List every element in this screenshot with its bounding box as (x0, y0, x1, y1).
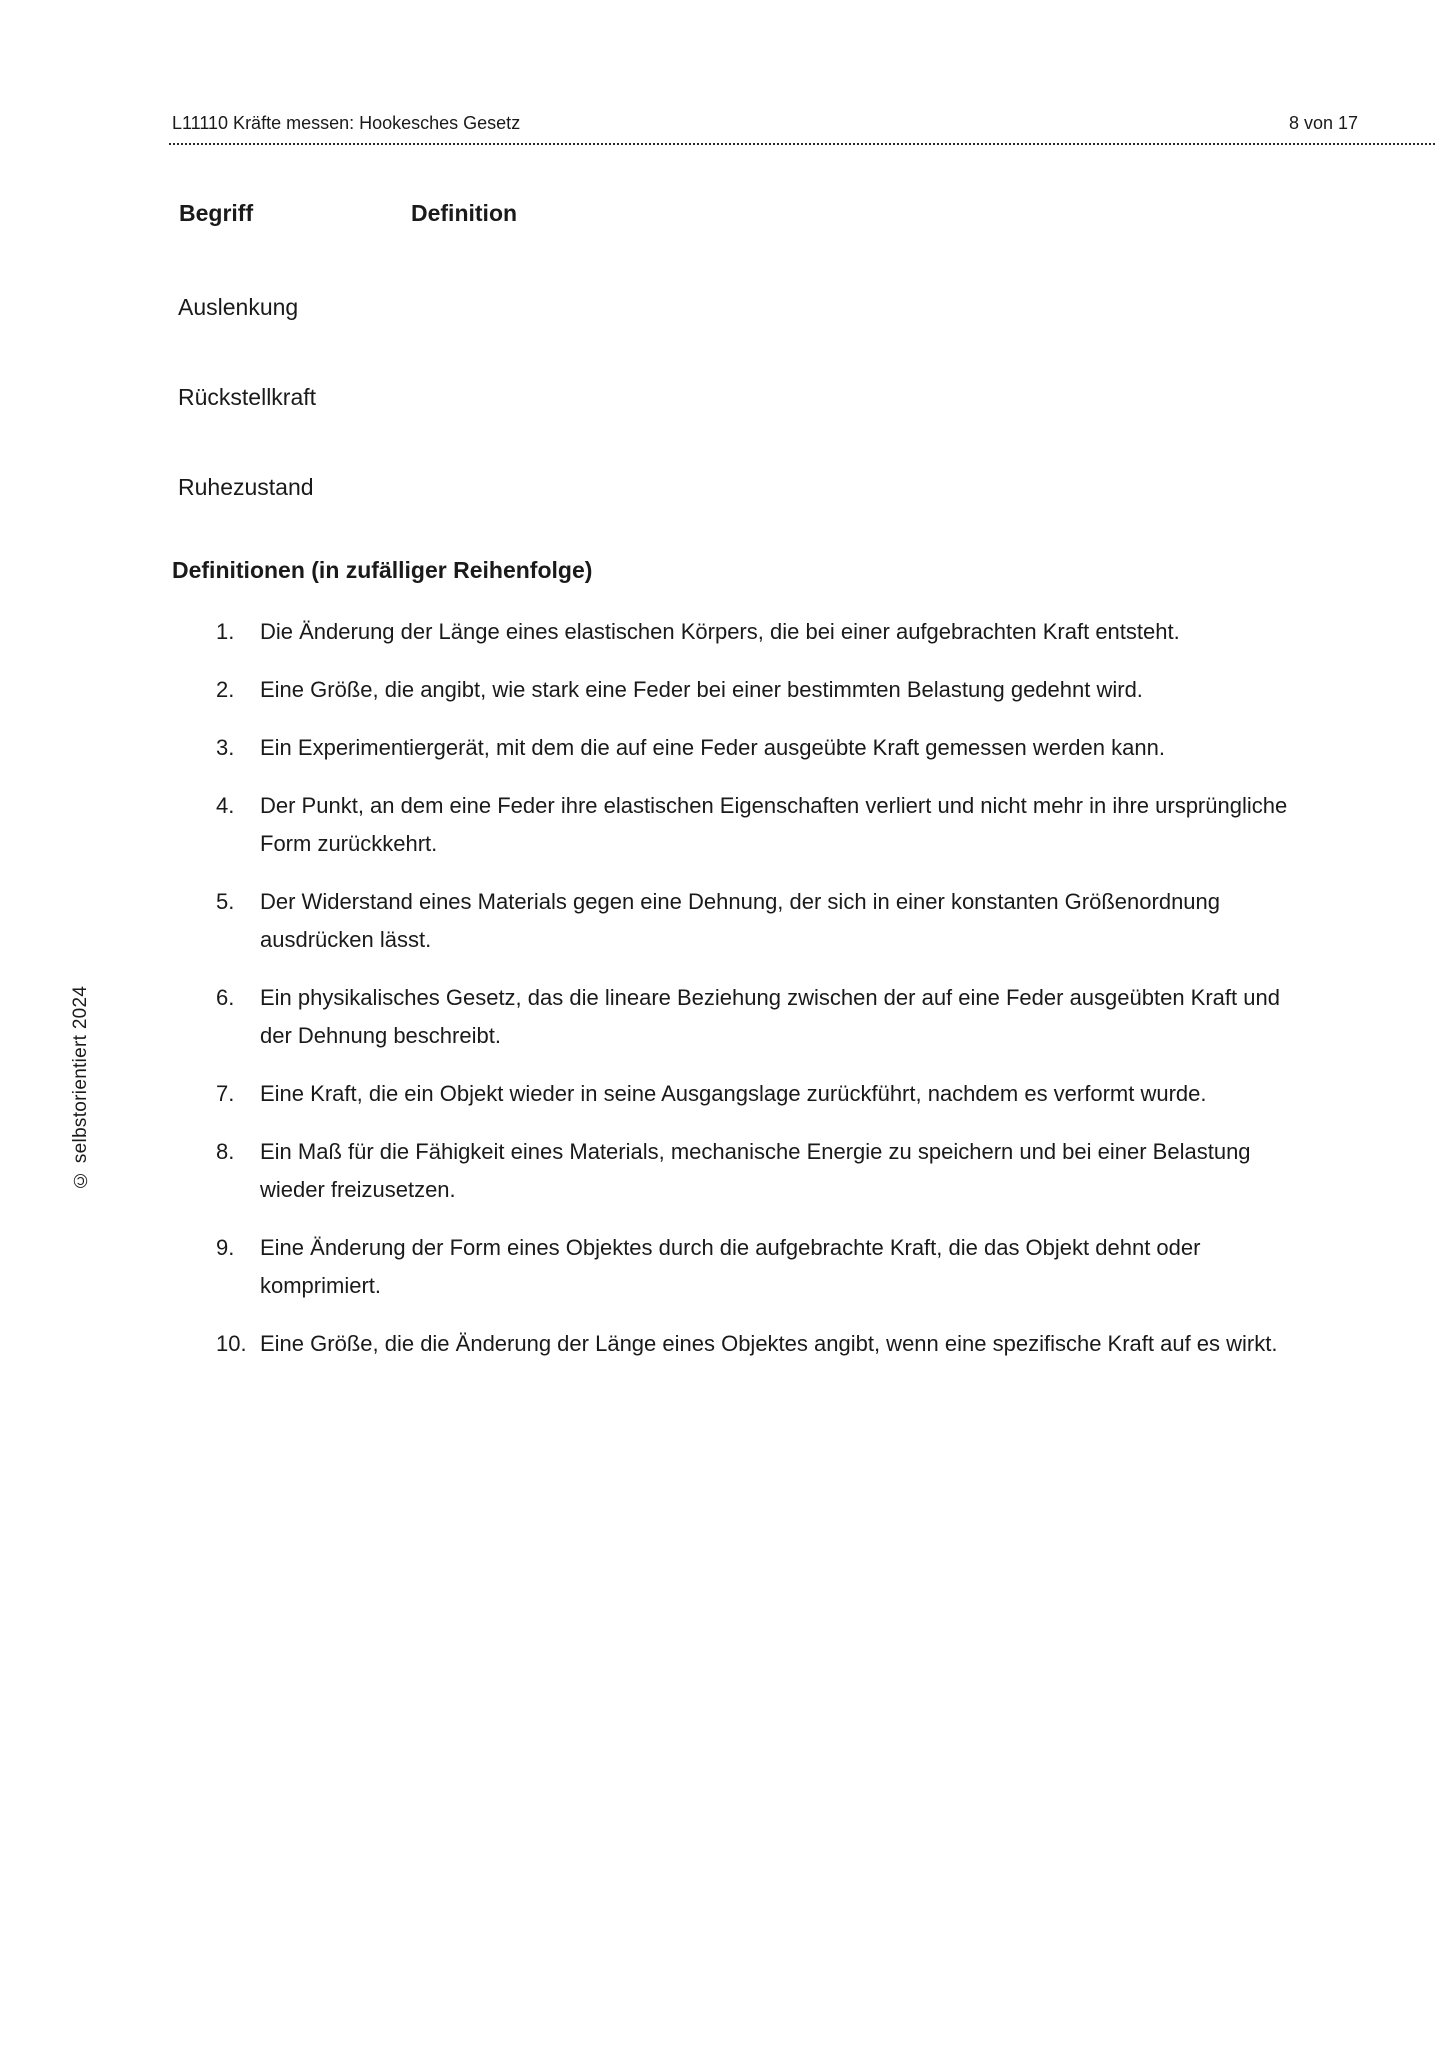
page-header (172, 112, 1358, 134)
definition-column-header: Definition (411, 200, 518, 226)
list-item-number: 6. (216, 985, 235, 1010)
list-item (172, 1229, 1307, 1305)
header-divider (169, 143, 1435, 145)
list-item-text: Eine Größe, die angibt, wie stark eine Feder bei einer bestimmten Belastung gedehnt wird. (260, 677, 1143, 702)
list-item-text: Eine Änderung der Form eines Objektes durch die aufgebrachte Kraft, die das Objekt dehnt oder komprimiert. (260, 1235, 1201, 1298)
glossary-term-auslenkung: Auslenkung (178, 294, 299, 320)
list-item (172, 979, 1307, 1055)
list-item (172, 729, 1307, 767)
list-item (172, 1325, 1307, 1363)
list-item-text: Ein Experimentiergerät, mit dem die auf eine Feder ausgeübte Kraft gemessen werden kann. (260, 735, 1165, 760)
header-title: L11110 Kräfte messen: Hookesches Gesetz (172, 113, 521, 133)
list-item-text: Der Punkt, an dem eine Feder ihre elastischen Eigenschaften verliert und nicht mehr in ihre ursprüngliche Form zurückkehrt. (260, 793, 1288, 856)
list-item (172, 1133, 1307, 1209)
list-item-text: Ein physikalisches Gesetz, das die lineare Beziehung zwischen der auf eine Feder ausgeübten Kraft und der Dehnung beschreibt. (260, 985, 1280, 1048)
list-item-text: Der Widerstand eines Materials gegen eine Dehnung, der sich in einer konstanten Größenordnung ausdrücken lässt. (260, 889, 1221, 952)
list-item-number: 8. (216, 1139, 235, 1164)
list-item-number: 2. (216, 677, 235, 702)
list-item-text: Eine Kraft, die ein Objekt wieder in seine Ausgangslage zurückführt, nachdem es verformt wurde. (260, 1081, 1207, 1106)
list-item (172, 787, 1307, 863)
list-item-text: Eine Größe, die die Änderung der Länge eines Objektes angibt, wenn eine spezifische Kraft auf es wirkt. (260, 1331, 1278, 1356)
list-item-number: 5. (216, 889, 235, 914)
copyright-vertical-label: © selbstorientiert 2024 (70, 985, 91, 1190)
definitions-list (172, 613, 1307, 1383)
list-item (172, 671, 1307, 709)
list-item-number: 10. (216, 1331, 247, 1356)
list-item (172, 1075, 1307, 1113)
list-item (172, 883, 1307, 959)
glossary-term-rueckstellkraft: Rückstellkraft (178, 384, 317, 410)
list-item (172, 613, 1307, 651)
list-item-number: 3. (216, 735, 235, 760)
list-item-number: 7. (216, 1081, 235, 1106)
list-item-number: 1. (216, 619, 235, 644)
list-item-number: 9. (216, 1235, 235, 1260)
glossary-term-ruhezustand: Ruhezustand (178, 474, 314, 500)
header-page-number: 8 von 17 (1288, 113, 1358, 133)
list-item-number: 4. (216, 793, 235, 818)
definitions-heading: Definitionen (in zufälliger Reihenfolge) (172, 557, 593, 583)
term-column-header: Begriff (179, 200, 254, 226)
list-item-text: Die Änderung der Länge eines elastischen Körpers, die bei einer aufgebrachten Kraft entsteht. (260, 619, 1180, 644)
list-item-text: Ein Maß für die Fähigkeit eines Materials, mechanische Energie zu speichern und bei einer Belastung wieder freizusetzen. (260, 1139, 1251, 1202)
